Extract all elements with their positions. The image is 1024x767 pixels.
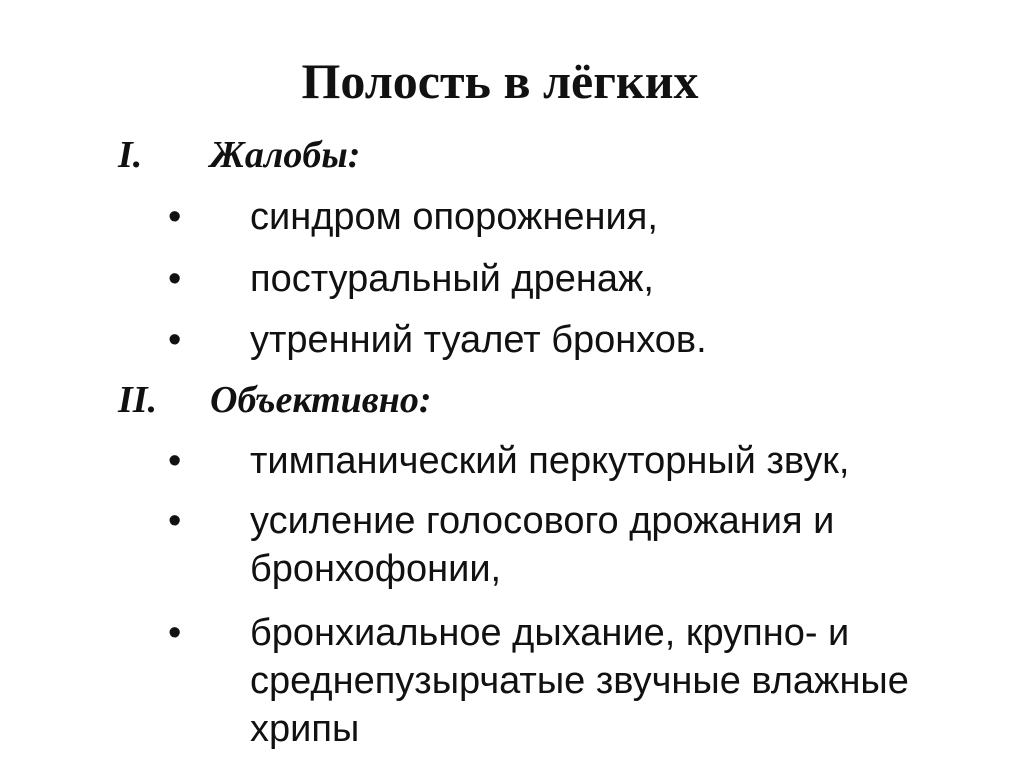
slide-title: Полость в лёгких [301,53,699,109]
bullet-icon: • [168,612,182,654]
section-label: Жалобы: [210,134,361,176]
section-complaints [0,133,1024,181]
bullet-icon: • [168,258,182,300]
section-label: Объективно: [210,379,432,421]
bullet-icon: • [168,440,182,482]
section-number: I. [118,134,143,176]
bullet-icon: • [168,500,182,542]
bullet-icon: • [168,319,182,361]
section-objective [0,378,1024,426]
bullet-icon: • [168,196,182,238]
section-number: II. [118,379,158,421]
